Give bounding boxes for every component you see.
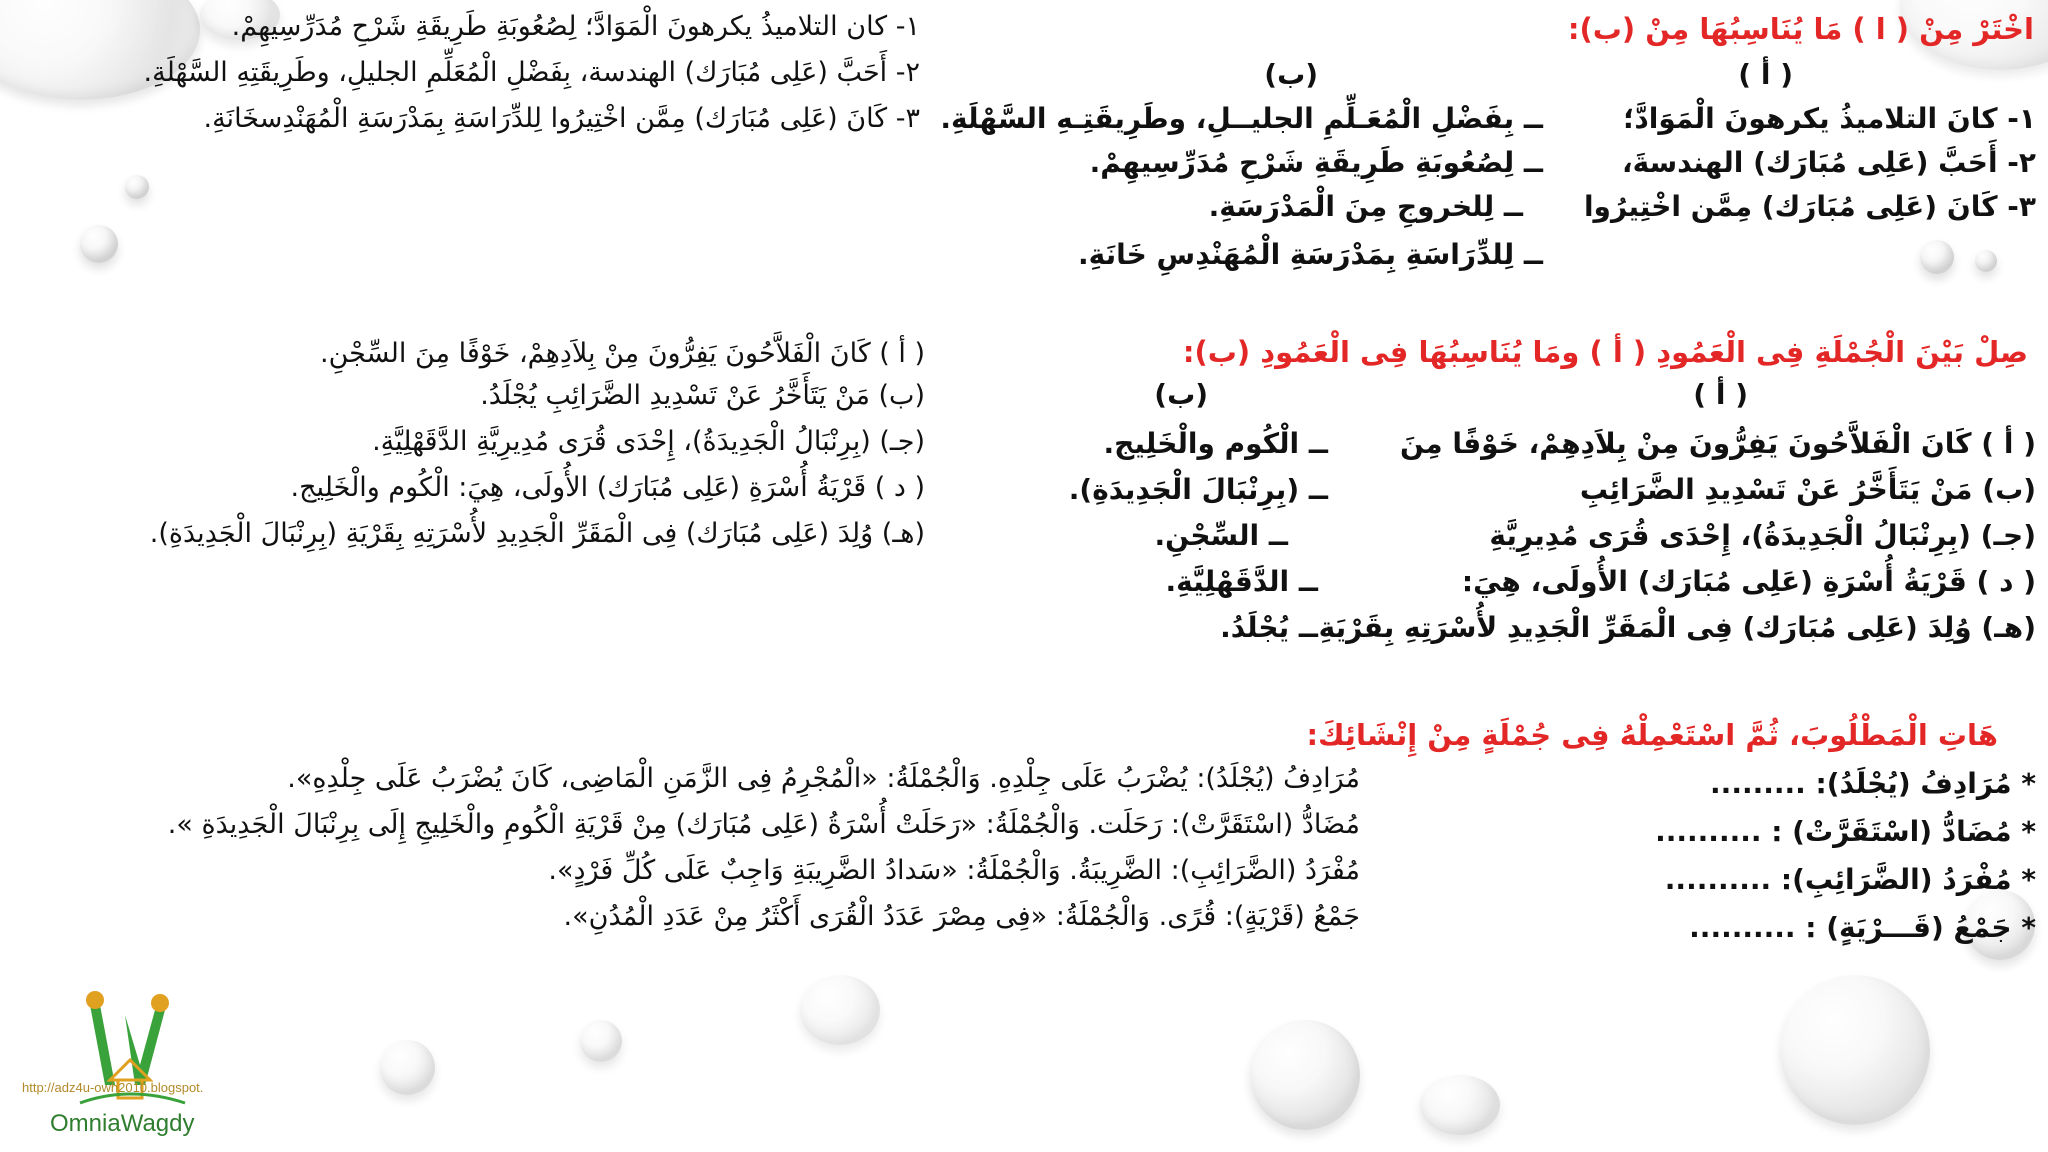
answer-line: مُفْرَدُ (الضَّرَائِبِ): الضَّرِيبَةُ. وَالْجُمْلَةُ: «سَدادُ الضَّرِيبَةِ وَاجِبٌ عَلَى كُلِّ فَرْدٍ». <box>548 855 1360 886</box>
water-drop-decoration <box>800 975 880 1045</box>
list-item: * جَمْعُ (قَـــرْيَةٍ) : .......... <box>1689 911 2036 944</box>
answer-line: ( د ) قَرْيَةُ أُسْرَةِ (عَلِى مُبَارَك) الأُولَى، هِيَ: الْكُوم والْخَلِيج. <box>290 472 925 503</box>
list-item: ــ لِلدِّرَاسَةِ بِمَدْرَسَةِ الْمُهَنْدِسِ خَانَةِ. <box>1077 238 1543 271</box>
list-item: * مُرَادِفُ (يُجْلَدُ): ......... <box>1710 767 2036 800</box>
list-item: ( أ ) كَانَ الْفَلاَّحُونَ يَفِرُّونَ مِنْ بِلاَدِهِمْ، خَوْفًا مِنَ <box>1400 427 2036 460</box>
answer-line: ١- كان التلاميذُ يكرهونَ الْمَوَادَّ؛ لِصُعُوبَةِ طَرِيقَةِ شَرْحِ مُدَرِّسِيهِمْ. <box>231 11 920 42</box>
answer-line: مُضَادُّ (اسْتَقَرَّتْ): رَحَلَت. وَالْجُمْلَةُ: «رَحَلَتْ أُسْرَةُ (عَلِى مُبَارَك) مِنْ قَرْيَةِ الْكُومِ والْخَلِيجِ إِلَى بِرِنْبَالَ الْجَدِيدَةِ ». <box>167 809 1360 840</box>
section1-column-b-header: (ب) <box>1264 58 1318 91</box>
author-name: OmniaWagdy <box>50 1110 195 1137</box>
list-item: * مُضَادُّ (اسْتَقَرَّتْ) : .......... <box>1655 815 2036 848</box>
water-drop-decoration <box>125 175 149 199</box>
water-drop-decoration <box>1975 250 1997 272</box>
list-item: ٢- أَحَبَّ (عَلِى مُبَارَك) الهندسةَ، <box>1621 146 2036 179</box>
list-item: ــ بِفَضْلِ الْمُعَـلِّمِ الجليــلِ، وطَرِيقَتِـهِ السَّهْلَةِ. <box>940 102 1543 135</box>
water-drop-decoration <box>1420 1075 1500 1135</box>
list-item: (ب) مَنْ يَتَأَخَّرُ عَنْ تَسْدِيدِ الضَّرَائِبِ <box>1579 473 2036 506</box>
answer-line: جَمْعُ (قَرْيَةٍ): قُرًى. وَالْجُمْلَةُ: «فِى مِصْرَ عَدَدُ الْقُرَى أَكْثَرُ مِنْ عَدَدِ الْمُدُنِ». <box>563 901 1360 932</box>
water-drop-decoration <box>1780 975 1930 1125</box>
answer-line: مُرَادِفُ (يُجْلَدُ): يُضْرَبُ عَلَى جِلْدِهِ. وَالْجُمْلَةُ: «الْمُجْرِمُ فِى الزَّمَنِ الْمَاضِى، كَانَ يُضْرَبُ عَلَى جِلْدِهِ». <box>287 763 1360 794</box>
water-drop-decoration <box>580 1020 622 1062</box>
list-item: ( د ) قَرْيَةُ أُسْرَةِ (عَلِى مُبَارَك) الأُولَى، هِيَ: <box>1461 565 2036 598</box>
list-item: ٣- كَانَ (عَلِى مُبَارَك) مِمَّن اخْتِيرُوا <box>1583 190 2036 223</box>
list-item: ١- كانَ التلاميذُ يكرهونَ الْمَوَادَّ؛ <box>1623 102 2036 135</box>
section1-heading: اخْتَرْ مِنْ ( ا ) مَا يُنَاسِبُهَا مِنْ (ب): <box>1567 12 2034 46</box>
section1-column-a-header: ( أ ) <box>1738 58 1793 91</box>
list-item: ــ الدَّقَهْلِيَّةِ. <box>1165 565 1318 598</box>
answer-line: (هـ) وُلِدَ (عَلِى مُبَارَك) فِى الْمَقَرِّ الْجَدِيدِ لأُسْرَتِهِ بِقَرْيَةِ (بِرِنْبَالَ الْجَدِيدَةِ). <box>149 518 925 549</box>
list-item: ــ (بِرِنْبَالَ الْجَدِيدَةِ). <box>1068 473 1328 506</box>
list-item: (جـ) (بِرِنْبَالُ الْجَدِيدَةُ)، إِحْدَى قُرَى مُدِيرِيَّةِ <box>1489 519 2036 552</box>
answer-line: (ب) مَنْ يَتَأَخَّرُ عَنْ تَسْدِيدِ الضَّرَائِبِ يُجْلَدُ. <box>480 380 925 411</box>
answer-line: ٣- كَانَ (عَلِى مُبَارَك) مِمَّن اخْتِيرُوا لِلدِّرَاسَةِ بِمَدْرَسَةِ الْمُهَنْدِسخَانَةِ. <box>203 103 920 134</box>
water-drop-decoration <box>380 1040 435 1095</box>
water-drop-decoration <box>1250 1020 1360 1130</box>
list-item: * مُفْرَدُ (الضَّرَائِبِ): .......... <box>1664 863 2036 896</box>
answer-line: (جـ) (بِرِنْبَالُ الْجَدِيدَةُ)، إِحْدَى قُرَى مُدِيرِيَّةِ الدَّقَهْلِيَّةِ. <box>372 426 925 457</box>
section3-heading: هَاتِ الْمَطْلُوبَ، ثُمَّ اسْتَعْمِلْهُ فِى جُمْلَةٍ مِنْ إِنْشَائِكَ: <box>1306 718 1998 752</box>
answer-line: ( أ ) كَانَ الْفَلاَّحُونَ يَفِرُّونَ مِنْ بِلاَدِهِمْ، خَوْفًا مِنَ السِّجْنِ. <box>320 338 925 369</box>
answer-line: ٢- أَحَبَّ (عَلِى مُبَارَك) الهندسة، بِفَضْلِ الْمُعَلِّمِ الجليلِ، وطَرِيقَتِهِ السَّهْلَةِ. <box>143 57 920 88</box>
list-item: ــ لِصُعُوبَةِ طَرِيقَةِ شَرْحِ مُدَرِّسِيهِمْ. <box>1089 146 1543 179</box>
list-item: ــ لِلخروجِ مِنَ الْمَدْرَسَةِ. <box>1208 190 1523 223</box>
water-drop-decoration <box>80 225 118 263</box>
section2-column-b-header: (ب) <box>1154 378 1208 411</box>
section2-heading: صِلْ بَيْنَ الْجُمْلَةِ فِى الْعَمُودِ ( أ ) ومَا يُنَاسِبُهَا فِى الْعَمُودِ (ب): <box>1182 335 2028 369</box>
list-item: (هـ) وُلِدَ (عَلِى مُبَارَك) فِى الْمَقَرِّ الْجَدِيدِ لأُسْرَتِهِ بِقَرْيَةِ <box>1318 611 2036 644</box>
list-item: ــ السِّجْنِ. <box>1154 519 1288 552</box>
section2-column-a-header: ( أ ) <box>1693 378 1748 411</box>
water-drop-decoration <box>1920 240 1954 274</box>
list-item: ــ الْكُوم والْخَلِيج. <box>1103 427 1328 460</box>
blog-url[interactable]: http://adz4u-owh2010.blogspot. <box>22 1080 204 1095</box>
list-item: ــ يُجْلَدُ. <box>1220 611 1318 644</box>
